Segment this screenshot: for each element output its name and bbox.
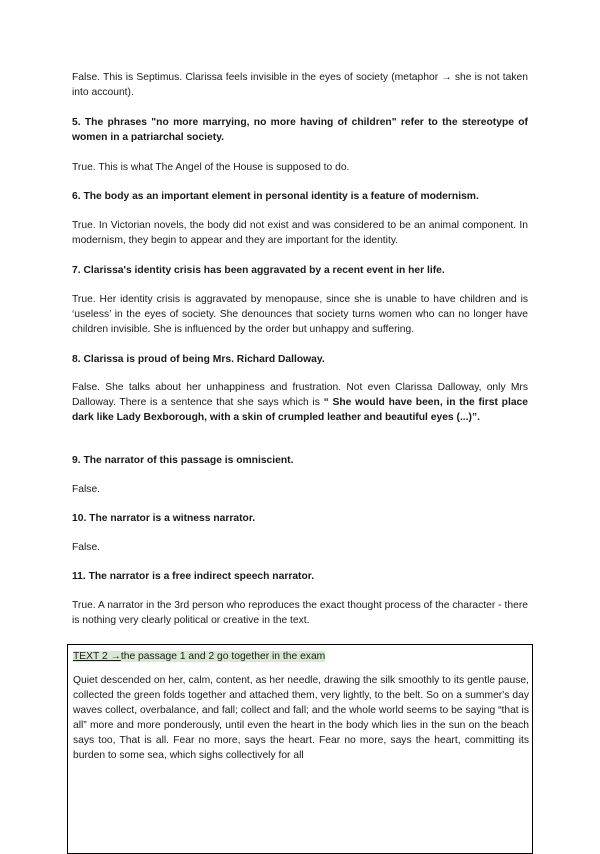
- answer-9: False.: [72, 484, 101, 495]
- answer-8-quote: “ She would have been, in the first place dark like Lady Bexborough, with a skin of crumpled leather and beautiful eyes (...)”.: [72, 397, 529, 423]
- question-8: 8. Clarissa is proud of being Mrs. Richard Dalloway.: [72, 354, 325, 365]
- text-2-box: [67, 644, 533, 854]
- question-7: 7. Clarissa's identity crisis has been aggravated by a recent event in her life.: [72, 265, 445, 276]
- answer-4: False. This is Septimus. Clarissa feels invisible in the eyes of society (metaphor → she is not taken into account).: [72, 72, 528, 98]
- question-10: 10. The narrator is a witness narrator.: [72, 513, 256, 524]
- question-6: 6. The body as an important element in personal identity is a feature of modernism.: [72, 191, 479, 202]
- text-2-heading: [73, 649, 325, 664]
- answer-11: True. A narrator in the 3rd person who reproduces the exact thought process of the character - there is nothing very clearly political or creative in the text.: [72, 600, 528, 626]
- answer-8-text: False. She talks about her unhappiness and frustration. Not even Clarissa Dalloway, only Mrs Dalloway. There is a sentence that she says which is: [72, 382, 528, 408]
- question-5: 5. The phrases "no more marrying, no more having of children" refer to the stereotype of women in a patriarchal society.: [72, 117, 528, 143]
- answer-8: [72, 380, 528, 425]
- text-2-label[interactable]: TEXT 2 →: [73, 651, 121, 662]
- answer-6: True. In Victorian novels, the body did not exist and was considered to be an animal component. In modernism, they begin to appear and they are important for the identity.: [72, 220, 528, 246]
- question-11: 11. The narrator is a free indirect speech narrator.: [72, 571, 315, 582]
- text-2-passage: Quiet descended on her, calm, content, as her needle, drawing the silk smoothly to its gentle pause, collected the green folds together and attached them, very lightly, to the belt. So on a summer's day waves collect, overbalance, and fall; collect and fall; and the whole world seems to be saying “that is all” more and more ponderously, until even the heart in the body which lies in the sun on the beach says too, That is all. Fear no more, says the heart. Fear no more, says the heart, committing its burden to some sea, which sighs collectively for all: [73, 675, 529, 761]
- question-9: 9. The narrator of this passage is omniscient.: [72, 455, 294, 466]
- answer-5: True. This is what The Angel of the House is supposed to do.: [72, 162, 350, 173]
- answer-10: False.: [72, 542, 101, 553]
- answer-7: True. Her identity crisis is aggravated by menopause, since she is unable to have children and is ‘useless’ in the eyes of society. She denounces that society turns women who can no longer have children invisible. She is influenced by the order but unhappy and suffering.: [72, 294, 528, 335]
- text-2-note: the passage 1 and 2 go together in the exam: [120, 651, 326, 662]
